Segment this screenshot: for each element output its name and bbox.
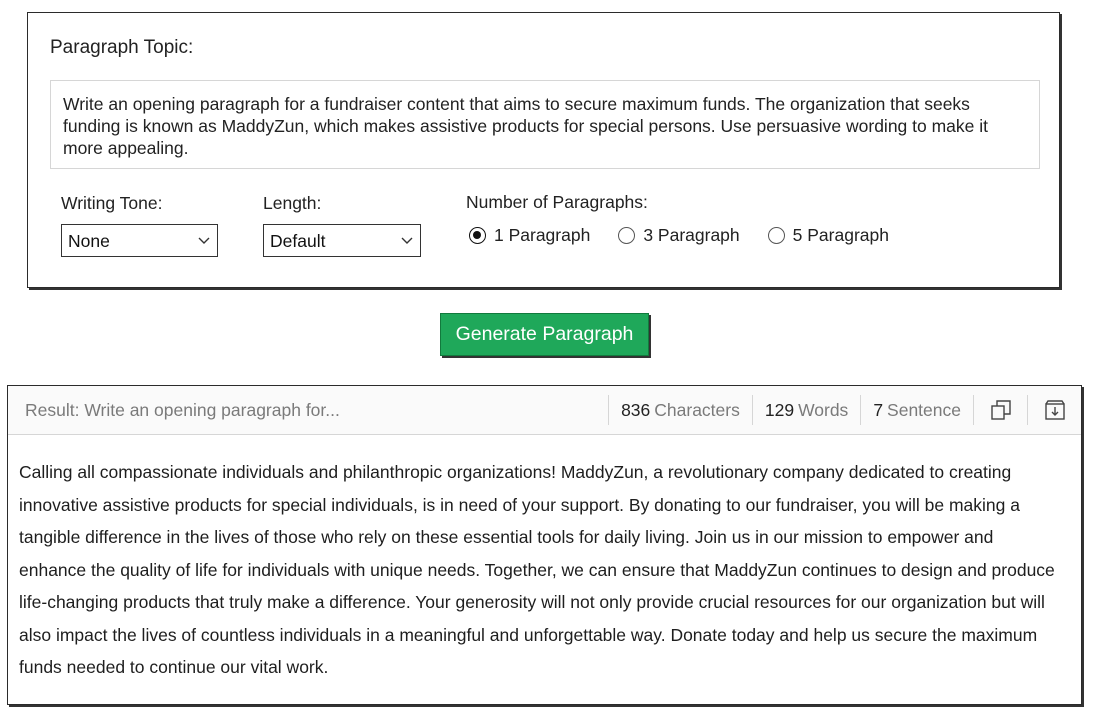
- characters-number: 836: [621, 399, 651, 420]
- result-text: Calling all compassionate individuals and philanthropic organizations! MaddyZun, a revolutionary company dedicated to creating innovative assistive products for special individuals, is in need of your support. By donating to our fundraiser, you will be making a tangible difference in the lives of those who rely on these essential tools for daily living. Join us in our mission to empower and enhance the quality of life for individuals with unique needs. Together, we can ensure that MaddyZun continues to design and produce life-changing products that truly make a difference. Your generosity will not only provide crucial resources for our organization but will also impact the lives of countless individuals in a meaningful and unforgettable way. Donate today and help us secure the maximum funds needed to continue our vital work.: [19, 462, 1055, 677]
- chevron-down-icon: [197, 233, 211, 247]
- radio-label: 5 Paragraph: [792, 225, 889, 245]
- result-title: Result: Write an opening paragraph for...: [25, 400, 340, 420]
- copy-icon: [990, 399, 1012, 421]
- length-select[interactable]: [263, 224, 421, 257]
- sentence-number: 7: [873, 399, 884, 420]
- paragraph-form-panel: [27, 12, 1060, 288]
- radio-5-paragraph[interactable]: [768, 225, 889, 246]
- result-stats: [608, 395, 1081, 425]
- sentence-label: Sentence: [887, 399, 961, 420]
- radio-dot[interactable]: [618, 227, 635, 244]
- writing-tone-select[interactable]: [61, 224, 218, 257]
- topic-textarea[interactable]: Write an opening paragraph for a fundraiser content that aims to secure maximum funds. The organization that seeks funding is known as MaddyZun, which makes assistive products for special persons. Use persuasive wording to make it more appealing.: [50, 80, 1040, 169]
- writing-tone-value: None: [68, 231, 110, 251]
- paragraph-count-radio-group: [469, 225, 889, 246]
- radio-3-paragraph[interactable]: [618, 225, 739, 246]
- radio-label: 3 Paragraph: [643, 225, 740, 245]
- writing-tone-label: Writing Tone:: [61, 193, 163, 213]
- radio-dot[interactable]: [768, 227, 785, 244]
- download-button[interactable]: [1027, 395, 1081, 425]
- radio-label: 1 Paragraph: [494, 225, 591, 245]
- download-icon: [1044, 399, 1066, 421]
- characters-label: Characters: [654, 399, 740, 420]
- generate-paragraph-button[interactable]: Generate Paragraph: [440, 313, 649, 356]
- words-label: Words: [798, 399, 849, 420]
- radio-1-paragraph[interactable]: [469, 225, 590, 246]
- topic-label: Paragraph Topic:: [50, 37, 194, 58]
- chevron-down-icon: [400, 233, 414, 247]
- copy-button[interactable]: [973, 395, 1027, 425]
- length-label: Length:: [263, 193, 322, 213]
- sentence-count: [860, 395, 973, 425]
- characters-count: [608, 395, 752, 425]
- result-header: [8, 386, 1081, 435]
- result-panel: [7, 385, 1082, 705]
- radio-dot[interactable]: [469, 227, 486, 244]
- words-count: [752, 395, 860, 425]
- length-value: Default: [270, 231, 326, 251]
- words-number: 129: [764, 399, 795, 420]
- paragraphs-label: Number of Paragraphs:: [466, 192, 648, 212]
